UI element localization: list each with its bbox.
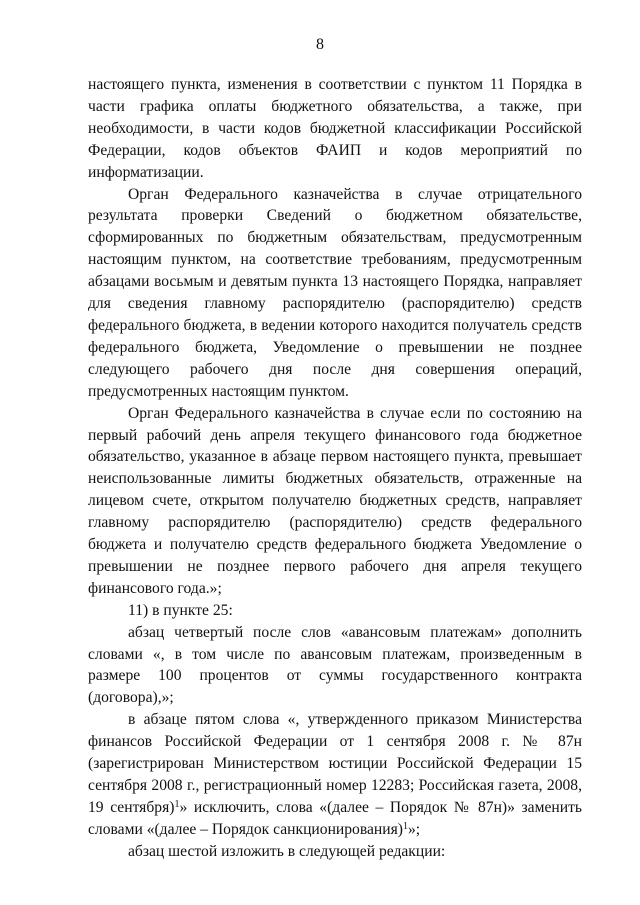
paragraph-5: абзац четвертый после слов «авансовым платежам» дополнить словами «, в том числе по авансовым платежам, произведенным в размере 100 процентов от суммы государственного контракта (договора),»; bbox=[88, 623, 582, 707]
paragraph-7: абзац шестой изложить в следующей редакции: bbox=[128, 842, 446, 860]
paragraph-2: Орган Федерального казначейства в случае отрицательного результата проверки Сведений о бюджетном обязательстве, сформированных по бюджетным обязательствам, предусмотренным настоящим пунктом, на соответствие требованиям, предусмотренным абзацами восьмым и девятым пункта 13 настоящего Порядка, направляет для сведения главному распорядителю (распорядителю) средств федерального бюджета, в ведении которого находится получатель средств федерального бюджета, Уведомление о превышении не позднее следующего рабочего дня после дня совершения операций, предусмотренных настоящим пунктом. bbox=[88, 185, 582, 400]
paragraph-4: 11) в пункте 25: bbox=[128, 601, 233, 619]
page-number: 8 bbox=[316, 36, 324, 53]
footnote-mark-1: 1 bbox=[174, 798, 180, 810]
paragraph-6 bbox=[88, 709, 582, 840]
paragraph-6-part-2: » исключить, слова «(далее – Порядок № 87н)» заменить словами «(далее – Порядок санкционирования) bbox=[88, 798, 582, 838]
footnote-mark-2: 1 bbox=[402, 820, 408, 832]
paragraph-1: настоящего пункта, изменения в соответствии с пунктом 11 Порядка в части графика оплаты бюджетного обязательства, а также, при необходимости, в части кодов бюджетной классификации Российской Федерации, кодов объектов ФАИП и кодов мероприятий по информатизации. bbox=[88, 76, 582, 181]
paragraph-6-part-3: »; bbox=[407, 820, 421, 838]
document-body bbox=[88, 74, 582, 863]
paragraph-3: Орган Федерального казначейства в случае если по состоянию на первый рабочий день апреля текущего финансового года бюджетное обязательство, указанное в абзаце первом настоящего пункта, превышает неиспользованные лимиты бюджетных обязательств, отраженные на лицевом счете, открытом получателю бюджетных средств, направляет главному распорядителю (распорядителю) средств федерального бюджета и получателю средств федерального бюджета Уведомление о превышении не позднее первого рабочего дня апреля текущего финансового года.»; bbox=[88, 404, 582, 597]
paragraph-6-part-1: в абзаце пятом слова «, утвержденного приказом Министерства финансов Российской Федерации от 1 сентября 2008 г. № 87н (зарегистрирован Министерством юстиции Российской Федерации 15 сентября 2008 г., регистрационный номер 12283; Российская газета, 2008, 19 сентября) bbox=[88, 711, 582, 816]
